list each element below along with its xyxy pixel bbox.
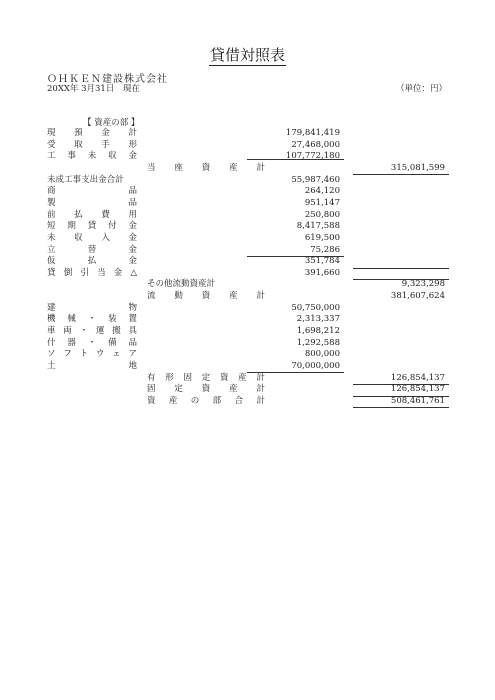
row-label: 未 成 工 事 支 出 金 合 計	[47, 174, 124, 185]
row-amount: 27,468,000	[291, 139, 340, 150]
row-label: 未 収 入 金	[47, 232, 137, 243]
ledger-row	[0, 245, 495, 256]
row-amount: 70,000,000	[291, 361, 340, 371]
row-label: 工 事 未 収 金	[47, 151, 137, 162]
row-amount: 9,323,298	[401, 279, 445, 290]
ledger-row	[0, 396, 495, 407]
ledger-row	[0, 140, 495, 151]
subtotal-rule	[353, 268, 449, 269]
row-label: 製 品	[47, 197, 137, 208]
row-label: 商 品	[47, 186, 137, 197]
row-label: 立 替 金	[47, 244, 137, 255]
row-label: 貸 倒 引 当 金 △	[47, 267, 137, 278]
ledger-row	[0, 268, 495, 279]
row-label: 土 地	[47, 361, 137, 371]
ledger-row	[0, 221, 495, 232]
row-amount: 264,120	[304, 186, 340, 197]
subtotal-rule	[247, 159, 344, 160]
ledger-row	[0, 128, 495, 139]
row-label: 什 器 ・ 備 品	[47, 337, 137, 348]
ledger-row	[0, 291, 495, 302]
ledger-row	[0, 279, 495, 290]
ledger-row	[0, 256, 495, 267]
ledger-row	[0, 373, 495, 384]
row-amount: 391,660	[304, 267, 340, 278]
row-amount: 8,417,588	[296, 221, 340, 232]
row-amount: 351,784	[304, 256, 340, 267]
row-amount: 75,286	[310, 244, 340, 255]
row-label: 建 物	[47, 302, 137, 313]
document-title-text: 貸借対照表	[209, 46, 285, 64]
row-amount: 1,698,212	[296, 326, 340, 337]
row-amount: 315,081,599	[390, 162, 445, 173]
row-amount: 107,772,180	[285, 151, 340, 162]
ledger-row	[0, 349, 495, 360]
subtotal-rule	[353, 407, 449, 408]
ledger-row	[0, 303, 495, 314]
ledger-row	[0, 198, 495, 209]
subtotal-rule	[247, 372, 344, 373]
row-amount: 2,313,337	[296, 314, 340, 325]
row-label: 車 両 ・ 運 搬 具	[47, 326, 137, 337]
row-amount: 126,854,137	[390, 372, 445, 383]
subtotal-rule	[353, 396, 449, 397]
subtotal-rule	[247, 256, 344, 257]
row-amount: 55,987,460	[291, 174, 340, 185]
row-label: 当 座 資 産 計	[147, 162, 265, 173]
ledger-row	[0, 186, 495, 197]
ledger-row	[0, 210, 495, 221]
ledger-row	[0, 233, 495, 244]
section-heading-assets: 【 資産の部 】	[83, 118, 140, 128]
ledger-row	[0, 361, 495, 372]
row-amount: 800,000	[304, 349, 340, 360]
row-amount: 179,841,419	[285, 128, 340, 138]
subtotal-rule	[353, 174, 449, 175]
ledger-row	[0, 175, 495, 186]
ledger-row	[0, 338, 495, 349]
ledger-row	[0, 326, 495, 337]
row-amount: 250,800	[304, 209, 340, 220]
row-label: 資 産 の 部 合 計	[147, 395, 265, 406]
row-label: 流 動 資 産 計	[147, 291, 265, 302]
unit-label: （単位：円）	[396, 84, 448, 94]
row-amount: 1,292,588	[296, 337, 340, 348]
row-label: そ の 他 流 動 資 産 計	[147, 279, 216, 290]
document-title	[0, 44, 495, 65]
row-label: 現 預 金 計	[47, 128, 137, 138]
row-amount: 508,461,761	[390, 395, 445, 406]
row-amount: 50,750,000	[291, 302, 340, 313]
ledger-row	[0, 384, 495, 395]
row-label: 受 取 手 形	[47, 139, 137, 150]
ledger-row	[0, 163, 495, 174]
ledger-row	[0, 151, 495, 162]
as-of-date: 20XX年 3月31日 現在	[47, 84, 140, 94]
ledger-row	[0, 314, 495, 325]
row-label: 有 形 固 定 資 産 計	[147, 372, 265, 383]
row-label: 短 期 貸 付 金	[47, 221, 137, 232]
row-amount: 619,500	[304, 232, 340, 243]
row-amount: 126,854,137	[390, 384, 445, 395]
company-name: ＯＨＫＥＮ建設株式会社	[47, 74, 168, 85]
row-label: 固 定 資 産 計	[147, 384, 265, 395]
row-amount: 381,607,624	[390, 291, 445, 302]
subtotal-rule	[353, 384, 449, 385]
subtotal-rule	[353, 279, 449, 280]
row-label: 機 械 ・ 装 置	[47, 314, 137, 325]
row-amount: 951,147	[304, 197, 340, 208]
row-label: ソ フ ト ウ ェ ア	[47, 349, 137, 360]
row-label: 仮 払 金	[47, 256, 137, 267]
row-label: 前 払 費 用	[47, 209, 137, 220]
